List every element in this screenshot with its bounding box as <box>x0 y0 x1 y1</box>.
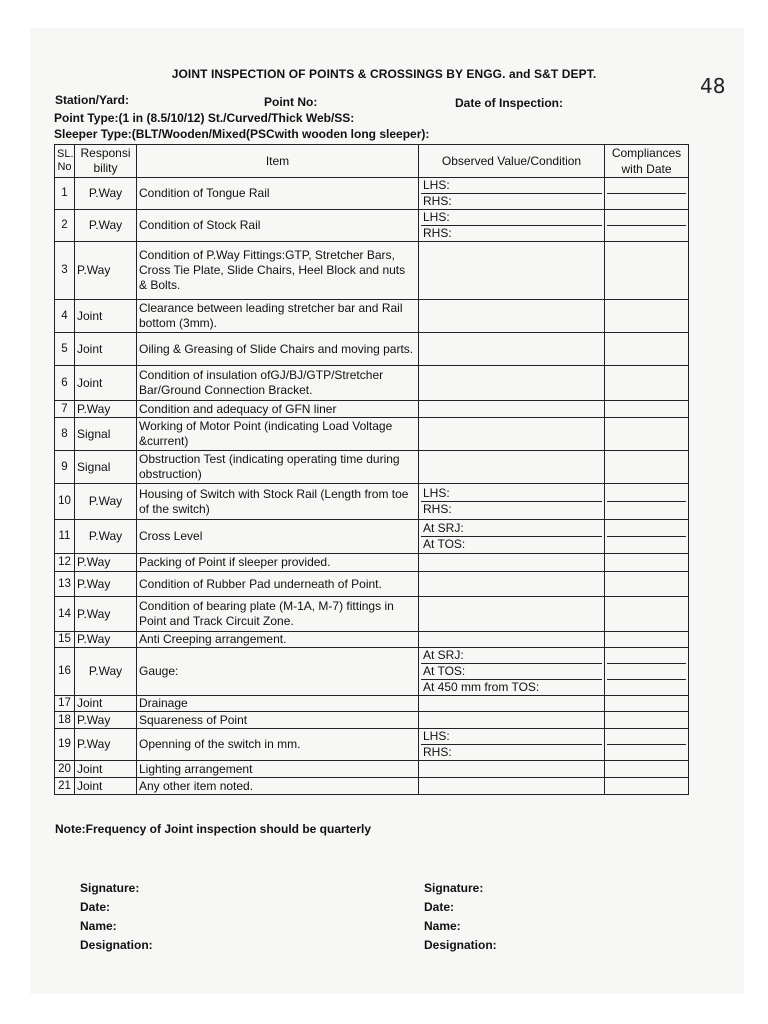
row-compliance[interactable] <box>605 178 689 210</box>
row-sl-no: 5 <box>55 333 75 366</box>
observed-sub-field[interactable]: LHS: <box>421 486 602 502</box>
row-responsibility: P.Way <box>75 572 137 597</box>
designation-label: Designation: <box>424 938 497 952</box>
row-observed-value[interactable] <box>419 178 605 210</box>
row-item: Squareness of Point <box>137 712 419 729</box>
row-item: Any other item noted. <box>137 778 419 795</box>
table-row <box>55 520 689 554</box>
compliance-sub-field[interactable] <box>607 502 686 517</box>
row-sl-no: 11 <box>55 520 75 554</box>
table-row <box>55 366 689 401</box>
row-sl-no: 9 <box>55 451 75 484</box>
table-row <box>55 597 689 632</box>
row-item: Cross Level <box>137 520 419 554</box>
row-responsibility: P.Way <box>75 554 137 572</box>
observed-sub-field[interactable]: RHS: <box>423 745 452 759</box>
row-item: Condition of bearing plate (M-1A, M-7) fittings in Point and Track Circuit Zone. <box>137 597 419 632</box>
row-sl-no: 20 <box>55 761 75 778</box>
row-responsibility: Joint <box>75 778 137 795</box>
row-observed-value[interactable] <box>419 761 605 778</box>
table-row <box>55 300 689 333</box>
row-responsibility: Joint <box>75 366 137 401</box>
signature-block-left <box>80 879 153 955</box>
row-compliance[interactable] <box>605 696 689 712</box>
row-compliance[interactable] <box>605 778 689 795</box>
row-observed-value[interactable] <box>419 648 605 696</box>
compliance-sub-field[interactable] <box>607 745 686 760</box>
designation-label: Designation: <box>80 938 153 952</box>
row-compliance[interactable] <box>605 554 689 572</box>
row-item: Condition of P.Way Fittings:GTP, Stretcher Bars, Cross Tie Plate, Slide Chairs, Heel Block and nuts & Bolts. <box>137 242 419 300</box>
compliance-sub-field[interactable] <box>607 226 686 241</box>
row-compliance[interactable] <box>605 418 689 451</box>
row-observed-value[interactable] <box>419 484 605 520</box>
row-responsibility: Signal <box>75 418 137 451</box>
row-compliance[interactable] <box>605 520 689 554</box>
sleeper-type-label: Sleeper Type:(BLT/Wooden/Mixed(PSCwith wooden long sleeper): <box>54 127 430 141</box>
compliance-sub-field[interactable] <box>607 210 686 226</box>
row-responsibility: P.Way <box>75 632 137 648</box>
row-observed-value[interactable] <box>419 300 605 333</box>
table-row <box>55 696 689 712</box>
table-row <box>55 333 689 366</box>
row-observed-value[interactable] <box>419 418 605 451</box>
compliance-sub-field[interactable] <box>607 680 686 695</box>
row-compliance[interactable] <box>605 401 689 418</box>
row-sl-no: 16 <box>55 648 75 696</box>
table-row <box>55 572 689 597</box>
row-responsibility: P.Way <box>75 597 137 632</box>
row-item: Gauge: <box>137 648 419 696</box>
row-observed-value[interactable] <box>419 554 605 572</box>
row-item: Condition of Tongue Rail <box>137 178 419 210</box>
table-row <box>55 484 689 520</box>
table-row <box>55 761 689 778</box>
row-observed-value[interactable] <box>419 333 605 366</box>
row-item: Obstruction Test (indicating operating time during obstruction) <box>137 451 419 484</box>
compliance-sub-field[interactable] <box>607 178 686 194</box>
date-label: Date: <box>424 900 455 914</box>
row-responsibility: P.Way <box>75 648 137 696</box>
name-label: Name: <box>424 919 461 933</box>
row-item: Clearance between leading stretcher bar and Rail bottom (3mm). <box>137 300 419 333</box>
observed-sub-field[interactable]: RHS: <box>423 194 452 208</box>
compliance-sub-field[interactable] <box>607 521 686 537</box>
row-responsibility: P.Way <box>75 729 137 761</box>
point-type-label: Point Type:(1 in (8.5/10/12) St./Curved/Thick Web/SS: <box>54 111 355 125</box>
compliance-sub-field[interactable] <box>607 194 686 209</box>
row-responsibility: P.Way <box>75 712 137 729</box>
row-sl-no: 4 <box>55 300 75 333</box>
row-sl-no: 14 <box>55 597 75 632</box>
row-compliance[interactable] <box>605 484 689 520</box>
row-compliance[interactable] <box>605 597 689 632</box>
table-row <box>55 418 689 451</box>
row-compliance[interactable] <box>605 761 689 778</box>
row-compliance[interactable] <box>605 366 689 401</box>
observed-sub-field[interactable]: At 450 mm from TOS: <box>423 680 540 694</box>
column-header-observed: Observed Value/Condition <box>419 145 605 178</box>
table-row <box>55 712 689 729</box>
row-observed-value[interactable] <box>419 210 605 242</box>
row-sl-no: 7 <box>55 401 75 418</box>
row-sl-no: 6 <box>55 366 75 401</box>
row-item: Oiling & Greasing of Slide Chairs and moving parts. <box>137 333 419 366</box>
row-observed-value[interactable] <box>419 572 605 597</box>
row-compliance[interactable] <box>605 451 689 484</box>
row-responsibility: P.Way <box>75 210 137 242</box>
table-row <box>55 632 689 648</box>
row-observed-value[interactable] <box>419 401 605 418</box>
column-header-sl-no: SL. No <box>55 145 75 178</box>
row-responsibility: Joint <box>75 333 137 366</box>
table-header-row <box>55 145 689 178</box>
compliance-sub-field[interactable] <box>607 648 686 664</box>
row-compliance[interactable] <box>605 632 689 648</box>
observed-sub-field[interactable]: RHS: <box>423 226 452 240</box>
observed-sub-field[interactable]: At SRJ: <box>421 648 602 664</box>
row-compliance[interactable] <box>605 648 689 696</box>
row-compliance[interactable] <box>605 210 689 242</box>
row-sl-no: 19 <box>55 729 75 761</box>
column-header-responsibility: Responsi bility <box>75 145 137 178</box>
page-title: JOINT INSPECTION OF POINTS & CROSSINGS BY ENGG. and S&T DEPT. <box>171 67 597 81</box>
row-sl-no: 10 <box>55 484 75 520</box>
table-row <box>55 729 689 761</box>
row-item: Drainage <box>137 696 419 712</box>
row-item: Working of Motor Point (indicating Load Voltage &current) <box>137 418 419 451</box>
table-row <box>55 554 689 572</box>
row-compliance[interactable] <box>605 300 689 333</box>
row-observed-value[interactable] <box>419 597 605 632</box>
row-item: Condition of insulation ofGJ/BJ/GTP/Stretcher Bar/Ground Connection Bracket. <box>137 366 419 401</box>
row-compliance[interactable] <box>605 333 689 366</box>
row-observed-value[interactable] <box>419 778 605 795</box>
row-responsibility: P.Way <box>75 520 137 554</box>
row-observed-value[interactable] <box>419 632 605 648</box>
date-label: Date: <box>80 900 111 914</box>
observed-sub-field[interactable]: LHS: <box>421 210 602 226</box>
table-row <box>55 178 689 210</box>
row-sl-no: 3 <box>55 242 75 300</box>
compliance-sub-field[interactable] <box>607 664 686 680</box>
row-observed-value[interactable] <box>419 696 605 712</box>
observed-sub-field[interactable]: LHS: <box>421 178 602 194</box>
row-sl-no: 12 <box>55 554 75 572</box>
signature-label: Signature: <box>424 881 484 895</box>
row-responsibility: P.Way <box>75 178 137 210</box>
row-compliance[interactable] <box>605 712 689 729</box>
date-of-inspection-label: Date of Inspection: <box>455 96 564 110</box>
row-observed-value[interactable] <box>419 520 605 554</box>
row-item: Condition and adequacy of GFN liner <box>137 401 419 418</box>
row-responsibility: Joint <box>75 696 137 712</box>
table-row <box>55 451 689 484</box>
observed-sub-field[interactable]: RHS: <box>423 502 452 516</box>
row-sl-no: 1 <box>55 178 75 210</box>
inspection-note: Note:Frequency of Joint inspection should be quarterly <box>55 822 372 836</box>
compliance-sub-field[interactable] <box>607 537 686 552</box>
signature-block-right <box>424 879 497 955</box>
observed-sub-field[interactable]: LHS: <box>421 729 602 745</box>
signature-label: Signature: <box>80 881 140 895</box>
row-item: Lighting arrangement <box>137 761 419 778</box>
row-responsibility: Signal <box>75 451 137 484</box>
row-observed-value[interactable] <box>419 242 605 300</box>
row-item: Condition of Stock Rail <box>137 210 419 242</box>
row-observed-value[interactable] <box>419 366 605 401</box>
row-item: Housing of Switch with Stock Rail (Length from toe of the switch) <box>137 484 419 520</box>
point-no-label: Point No: <box>264 95 318 109</box>
row-sl-no: 21 <box>55 778 75 795</box>
compliance-sub-field[interactable] <box>607 729 686 745</box>
row-sl-no: 8 <box>55 418 75 451</box>
row-observed-value[interactable] <box>419 729 605 761</box>
row-responsibility: Joint <box>75 300 137 333</box>
page-number: 48 <box>700 74 726 98</box>
compliance-sub-field[interactable] <box>607 486 686 502</box>
row-sl-no: 2 <box>55 210 75 242</box>
row-responsibility: P.Way <box>75 242 137 300</box>
table-row <box>55 648 689 696</box>
row-sl-no: 15 <box>55 632 75 648</box>
row-compliance[interactable] <box>605 729 689 761</box>
station-yard-label: Station/Yard: <box>55 93 130 107</box>
table-row <box>55 242 689 300</box>
column-header-compliances: Compliances with Date <box>605 145 689 178</box>
row-responsibility: P.Way <box>75 401 137 418</box>
row-item: Packing of Point if sleeper provided. <box>137 554 419 572</box>
row-item: Anti Creeping arrangement. <box>137 632 419 648</box>
row-item: Openning of the switch in mm. <box>137 729 419 761</box>
row-responsibility: Joint <box>75 761 137 778</box>
row-item: Condition of Rubber Pad underneath of Point. <box>137 572 419 597</box>
table-row <box>55 401 689 418</box>
observed-sub-field[interactable]: At SRJ: <box>421 521 602 537</box>
column-header-item: Item <box>137 145 419 178</box>
row-compliance[interactable] <box>605 572 689 597</box>
name-label: Name: <box>80 919 117 933</box>
table-row <box>55 210 689 242</box>
row-observed-value[interactable] <box>419 712 605 729</box>
row-compliance[interactable] <box>605 242 689 300</box>
row-sl-no: 13 <box>55 572 75 597</box>
row-observed-value[interactable] <box>419 451 605 484</box>
table-row <box>55 778 689 795</box>
row-sl-no: 18 <box>55 712 75 729</box>
observed-sub-field[interactable]: At TOS: <box>423 537 466 551</box>
inspection-table <box>54 144 689 795</box>
row-responsibility: P.Way <box>75 484 137 520</box>
observed-sub-field[interactable]: At TOS: <box>421 664 602 680</box>
row-sl-no: 17 <box>55 696 75 712</box>
